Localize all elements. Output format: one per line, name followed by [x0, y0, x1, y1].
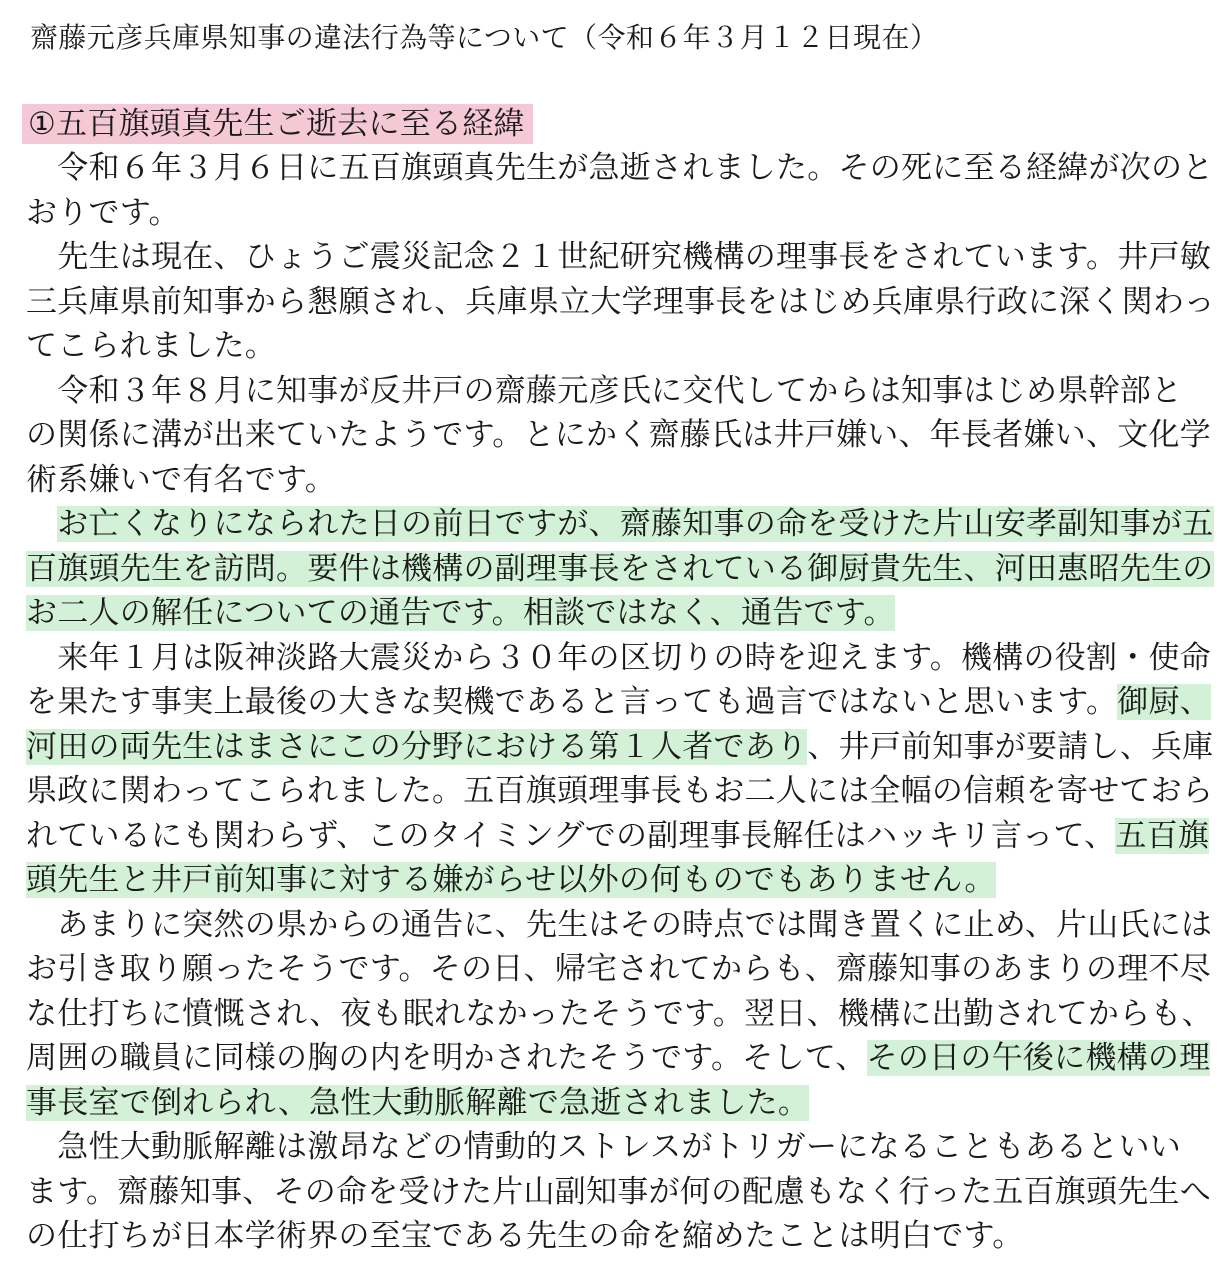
line-text: 急性大動脈解離は激昂などの情動的ストレスがトリガーになることもあるといい [26, 1129, 1182, 1165]
text-line [26, 504, 1214, 544]
text-line [26, 549, 1214, 589]
line-text: 術系嫌いで有名です。 [26, 461, 337, 498]
line-text: てこられました。 [26, 328, 276, 364]
line-text: な仕打ちに憤慨され、夜も眠れなかったそうです。翌日、機構に出勤されてからも、 [26, 995, 1213, 1032]
line-text: あまりに突然の県からの通告に、先生はその時点では聞き置くに止め、片山氏には [26, 906, 1213, 943]
text-line [26, 682, 1211, 722]
text-line [26, 949, 1211, 989]
text-line [26, 638, 1211, 678]
text-line [26, 1083, 809, 1123]
highlighted-text: お亡くなりになられた日の前日ですが、齋藤知事の命を受けた片山安孝副知事が五 [57, 506, 1214, 542]
highlighted-text: 百旗頭先生を訪問。要件は機構の副理事長をされている御厨貴先生、河田惠昭先生の [26, 550, 1214, 587]
line-text: の関係に溝が出来ていたようです。とにかく齋藤氏は井戸嫌い、年長者嫌い、文化学 [26, 417, 1212, 453]
line-text: 県政に関わってこられました。五百旗頭理事長もお二人には全幅の信頼を寄せておら [26, 773, 1214, 809]
text-line [26, 593, 895, 633]
line-text: 周囲の職員に同様の胸の内を明かされたそうです。そして、 [26, 1040, 867, 1076]
line-text: 令和６年３月６日に五百旗頭真先生が急逝されました。その死に至る経緯が次のと [26, 150, 1214, 186]
line-text: れているにも関わらず、このタイミングでの副理事長解任はハッキリ言って、 [26, 817, 1116, 854]
document-title: 齋藤元彦兵庫県知事の違法行為等について（令和６年３月１２日現在） [30, 21, 939, 54]
highlighted-text: その日の午後に機構の理 [866, 1040, 1211, 1076]
highlighted-text: 頭先生と井戸前知事に対する嫌がらせ以外の何ものでもありません。 [26, 862, 996, 898]
text-line [26, 727, 1214, 767]
highlighted-text: 河田の両先生はまさにこの分野における第１人者であり [26, 728, 808, 765]
text-line [26, 860, 996, 900]
line-text: 令和３年８月に知事が反井戸の齋藤元彦氏に交代してからは知事はじめ県幹部と [26, 372, 1183, 409]
text-line [26, 1127, 1181, 1167]
text-line [26, 1216, 1024, 1256]
text-line [26, 460, 336, 500]
text-line [26, 148, 1214, 188]
text-line [26, 816, 1209, 856]
line-text: を果たす事実上最後の大きな契機であると言っても過言ではないと思います。 [26, 684, 1118, 720]
line-text: 、井戸前知事が要請し、兵庫 [807, 728, 1214, 765]
line-text [26, 506, 57, 542]
line-text: おりです。 [26, 194, 180, 231]
highlighted-text: 五百旗 [1115, 817, 1210, 854]
text-line [26, 193, 180, 233]
text-line [26, 994, 1213, 1034]
line-text: ます。齋藤知事、その命を受けた片山副知事が何の配慮もなく行った五百旗頭先生へ [26, 1173, 1212, 1210]
text-line [26, 1172, 1211, 1212]
text-line [26, 1038, 1210, 1078]
highlighted-text: お二人の解任についての通告です。相談ではなく、通告です。 [26, 595, 895, 631]
text-line [26, 282, 1215, 322]
line-text: お引き取り願ったそうです。その日、帰宅されてからも、齋藤知事のあまりの理不尽 [26, 951, 1212, 987]
section-heading: ①五百旗頭真先生ご逝去に至る経緯 [22, 104, 533, 144]
text-line [26, 905, 1212, 945]
line-text: の仕打ちが日本学術界の至宝である先生の命を縮めたことは明白です。 [26, 1218, 1024, 1254]
text-line [26, 771, 1213, 811]
line-text: 来年１月は阪神淡路大震災から３０年の区切りの時を迎えます。機構の役割・使命 [26, 639, 1212, 676]
text-line [26, 371, 1182, 411]
text-line [26, 415, 1211, 455]
text-line [26, 237, 1211, 277]
line-text: 三兵庫県前知事から懇願され、兵庫県立大学理事長をはじめ兵庫県行政に深く関わっ [26, 283, 1216, 320]
highlighted-text: 事長室で倒れられ、急性大動脈解離で急逝されました。 [26, 1084, 810, 1121]
highlighted-text: 御厨、 [1117, 684, 1212, 720]
text-line [26, 326, 276, 366]
line-text: 先生は現在、ひょうご震災記念２１世紀研究機構の理事長をされています。井戸敏 [26, 239, 1212, 275]
